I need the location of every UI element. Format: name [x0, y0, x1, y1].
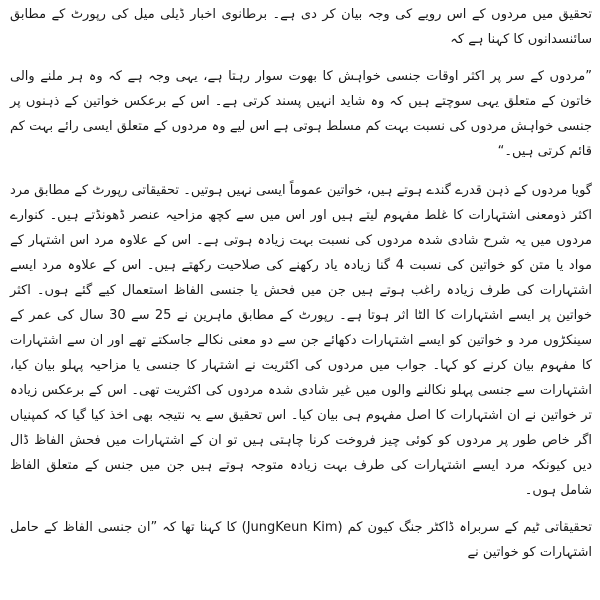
- article-paragraph-findings: گویا مردوں کے ذہن قدرے گندے ہوتے ہیں، خواتین عموماً ایسی نہیں ہوتیں۔ تحقیقاتی رپورٹ کے مطابق مرد اکثر ذومعنی اشتہارات کا غلط مفہوم لیتے ہیں اور اس میں سے کچھ مزاحیہ عنصر ڈھونڈتے ہیں۔ کنوارے مردوں میں یہ شرح شادی شدہ مردوں کی نسبت بہت زیادہ ہوتی ہے۔ اس کے علاوہ مرد اس اشتہار کے مواد یا متن کو خواتین کی نسبت 4 گنا زیادہ یاد رکھنے کی صلاحیت رکھتے ہیں۔ اس کے علاوہ مرد ایسے اشتہارات کی طرف زیادہ راغب ہوتے ہیں جن میں فحش یا جنسی الفاظ استعمال کیے گئے ہوں۔ اکثر خواتین پر ایسے اشتہارات کا الٹا اثر ہوتا ہے۔ رپورٹ کے مطابق ماہرین نے 25 سے 30 سال کی عمر کے سینکڑوں مرد و خواتین کو ایسے اشتہارات دکھائے جن سے دو معنی نکالے جاسکتے تھے اور ان سے اشتہارات کا مفہوم بیان کرنے کو کہا۔ جواب میں مردوں کی اکثریت نے اشتہار کا جنسی یا مزاحیہ پہلو بیان کیا، اشتہارات سے جنسی پہلو نکالنے والوں میں غیر شادی شدہ مردوں کی اکثریت تھی۔ اس کے برعکس زیادہ تر خواتین نے ان اشتہارات کا اصل مفہوم ہی بیان کیا۔ اس تحقیق سے یہ نتیجہ بھی اخذ کیا گیا کہ کمپنیاں اگر خاص طور پر مردوں کو کوئی چیز فروخت کرنا چاہتی ہیں تو ان کے اشتہارات میں فحش الفاظ ڈال دیں کیونکہ مرد ایسے اشتہارات کی طرف بہت زیادہ متوجہ ہوتے ہیں جن میں جنس کے متعلق الفاظ شامل ہوں۔: [10, 183, 592, 498]
- article-paragraph-quote: ”مردوں کے سر پر اکثر اوقات جنسی خواہش کا بھوت سوار رہتا ہے، یہی وجہ ہے کہ وہ ہر ملنے والی خاتون کے متعلق یہی سوچتے ہیں کہ وہ شاید انہیں پسند کرتی ہے۔ اس کے برعکس خواتین کے ذہنوں پر جنسی خواہش مردوں کی نسبت بہت کم مسلط ہوتی ہے اس لیے وہ مردوں کے متعلق ایسی رائے بہت کم قائم کرتی ہیں۔“: [10, 69, 592, 159]
- article-paragraph-researcher: تحقیقاتی ٹیم کے سربراہ ڈاکٹر جنگ کیون کم (JungKeun Kim) کا کہنا تھا کہ ”ان جنسی الفاظ کے حامل اشتہارات کو خواتین نے: [10, 520, 592, 560]
- article-paragraph-intro: تحقیق میں مردوں کے اس رویے کی وجہ بیان کر دی ہے۔ برطانوی اخبار ڈیلی میل کی رپورٹ کے مطابق سائنسدانوں کا کہنا ہے کہ: [10, 7, 592, 47]
